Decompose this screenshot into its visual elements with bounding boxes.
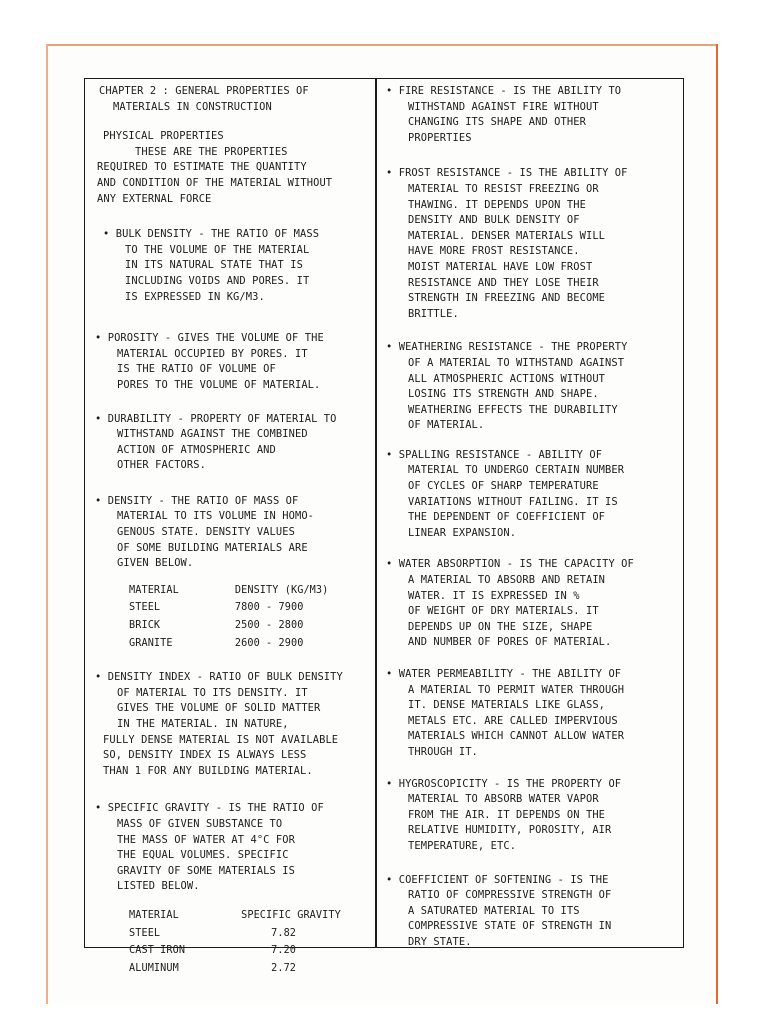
entry-fire-resistance	[386, 84, 678, 146]
entry-line: IT. DENSE MATERIALS LIKE GLASS,	[408, 699, 606, 712]
entry-line: SO, DENSITY INDEX IS ALWAYS LESS	[103, 749, 307, 762]
table-cell: STEEL	[129, 927, 161, 939]
chapter-title	[99, 84, 373, 115]
entry-heading: • SPALLING RESISTANCE - ABILITY OF	[386, 448, 603, 461]
entry-line: A SATURATED MATERIAL TO ITS	[408, 904, 580, 917]
description-line: AND CONDITION OF THE MATERIAL WITHOUT	[97, 176, 333, 189]
table-cell: STEEL	[129, 602, 161, 614]
entry-density	[95, 494, 373, 572]
left-column	[95, 84, 373, 977]
table-cell: ALUMINUM	[129, 962, 179, 974]
entry-line: OF CYCLES OF SHARP TEMPERATURE	[408, 480, 599, 493]
entry-line: FULLY DENSE MATERIAL IS NOT AVAILABLE	[103, 733, 339, 746]
entry-line: GENOUS STATE. DENSITY VALUES	[117, 526, 295, 539]
chapter-title-line: CHAPTER 2 : GENERAL PROPERTIES OF	[99, 85, 309, 97]
entry-heading: • DURABILITY - PROPERTY OF MATERIAL TO	[95, 412, 337, 425]
entry-line: INCLUDING VOIDS AND PORES. IT	[125, 274, 310, 287]
table-cell: 7.82	[271, 927, 297, 939]
entry-body	[386, 888, 678, 950]
entry-line: AND NUMBER OF PORES OF MATERIAL.	[408, 636, 612, 649]
entry-heading: • WATER PERMEABILITY - THE ABILITY OF	[386, 668, 622, 680]
entry-hygroscopicity	[386, 777, 678, 855]
entry-line: MATERIAL. DENSER MATERIALS WILL	[408, 229, 606, 242]
paper-top-edge	[46, 44, 718, 46]
entry-line: TO THE VOLUME OF THE MATERIAL	[125, 243, 310, 256]
table-header-cell: DENSITY (KG/M3)	[234, 584, 329, 596]
chapter-title-line: MATERIALS IN CONSTRUCTION	[113, 100, 272, 113]
entry-line: GIVES THE VOLUME OF SOLID MATTER	[117, 702, 321, 715]
entry-water-absorption	[386, 557, 678, 651]
entry-line: GRAVITY OF SOME MATERIALS IS	[117, 864, 295, 877]
entry-line: IN ITS NATURAL STATE THAT IS	[125, 259, 303, 272]
table-row	[129, 635, 328, 653]
table-cell: 2600 - 2900	[234, 637, 304, 649]
entry-line: FROM THE AIR. IT DEPENDS ON THE	[408, 808, 606, 821]
entry-body	[386, 100, 678, 147]
entry-body	[386, 356, 678, 434]
entry-line: THROUGH IT.	[408, 745, 478, 758]
entry-water-permeability	[386, 667, 678, 761]
entry-durability	[95, 412, 373, 474]
entry-line: MATERIAL TO ITS VOLUME IN HOMO-	[117, 510, 315, 523]
table-row	[129, 942, 341, 960]
table-header-cell: MATERIAL	[129, 909, 179, 921]
entry-line: CHANGING ITS SHAPE AND OTHER	[408, 116, 586, 129]
entry-body	[95, 686, 373, 780]
entry-line: WATER. IT IS EXPRESSED IN %	[408, 589, 580, 602]
entry-heading: • COEFFICIENT OF SOFTENING - IS THE	[386, 873, 609, 886]
entry-heading: • FIRE RESISTANCE - IS THE ABILITY TO	[386, 85, 622, 97]
table-cell: 7800 - 7900	[234, 602, 304, 614]
entry-line: OF MATERIAL.	[408, 419, 485, 432]
table-cell: 2.72	[271, 962, 297, 974]
entry-line: LOSING ITS STRENGTH AND SHAPE.	[408, 388, 599, 401]
entry-line: OF SOME BUILDING MATERIALS ARE	[117, 541, 308, 554]
entry-line: MATERIAL TO ABSORB WATER VAPOR	[408, 793, 599, 806]
entry-line: OTHER FACTORS.	[117, 459, 206, 472]
entry-line: THE EQUAL VOLUMES. SPECIFIC	[117, 849, 289, 862]
entry-body	[95, 427, 373, 474]
entry-line: PROPERTIES	[408, 131, 472, 144]
table-cell: 2500 - 2800	[234, 620, 304, 632]
physical-properties-section	[97, 129, 373, 207]
entry-heading: • FROST RESISTANCE - IS THE ABILITY OF	[386, 167, 628, 180]
entry-line: MATERIAL OCCUPIED BY PORES. IT	[117, 347, 308, 360]
entry-line: ACTION OF ATMOSPHERIC AND	[117, 443, 276, 456]
description-line: THESE ARE THE PROPERTIES	[135, 145, 288, 158]
entry-body	[386, 182, 678, 322]
right-column	[386, 84, 678, 951]
entry-heading: • WATER ABSORPTION - IS THE CAPACITY OF	[386, 558, 634, 571]
entry-line: THAWING. IT DEPENDS UPON THE	[408, 198, 586, 211]
entry-line: IS EXPRESSED IN KG/M3.	[125, 290, 265, 303]
entry-body	[95, 817, 373, 895]
entry-coefficient-of-softening	[386, 873, 678, 951]
entry-line: MASS OF GIVEN SUBSTANCE TO	[117, 817, 283, 830]
entry-body	[95, 347, 373, 394]
entry-body	[386, 573, 678, 651]
table-row	[129, 960, 341, 978]
entry-line: OF A MATERIAL TO WITHSTAND AGAINST	[408, 356, 625, 369]
column-divider	[375, 78, 377, 948]
table-cell: GRANITE	[129, 637, 173, 649]
entry-line: RESISTANCE AND THEY LOSE THEIR	[408, 276, 599, 289]
entry-line: THAN 1 FOR ANY BUILDING MATERIAL.	[103, 764, 313, 777]
entry-line: WITHSTAND AGAINST THE COMBINED	[117, 428, 308, 441]
entry-line: STRENGTH IN FREEZING AND BECOME	[408, 292, 606, 305]
entry-line: WITHSTAND AGAINST FIRE WITHOUT	[408, 100, 599, 113]
table-cell: CAST IRON	[129, 945, 186, 957]
entry-line: BRITTLE.	[408, 307, 459, 320]
description-line: ANY EXTERNAL FORCE	[97, 192, 212, 205]
entry-heading: • BULK DENSITY - THE RATIO OF MASS	[103, 228, 320, 241]
entry-line: TEMPERATURE, ETC.	[408, 839, 517, 852]
entry-line: IS THE RATIO OF VOLUME OF	[117, 363, 276, 376]
entry-porosity	[95, 331, 373, 393]
entry-line: WEATHERING EFFECTS THE DURABILITY	[408, 403, 618, 416]
table-cell: BRICK	[129, 620, 161, 632]
physical-properties-heading: PHYSICAL PROPERTIES	[103, 130, 224, 143]
entry-bulk-density	[103, 227, 373, 305]
entry-line: OF MATERIAL TO ITS DENSITY. IT	[117, 686, 308, 699]
entry-line: HAVE MORE FROST RESISTANCE.	[408, 245, 580, 258]
entry-line: METALS ETC. ARE CALLED IMPERVIOUS	[408, 714, 618, 727]
entry-line: A MATERIAL TO PERMIT WATER THROUGH	[408, 683, 625, 696]
entry-body	[386, 792, 678, 854]
entry-heading: • DENSITY - THE RATIO OF MASS OF	[95, 494, 299, 507]
entry-line: OF WEIGHT OF DRY MATERIALS. IT	[408, 605, 599, 618]
table-header-row	[129, 907, 341, 925]
entry-body	[386, 463, 678, 541]
entry-heading: • SPECIFIC GRAVITY - IS THE RATIO OF	[95, 802, 324, 815]
entry-frost-resistance	[386, 166, 678, 322]
entry-line: PORES TO THE VOLUME OF MATERIAL.	[117, 378, 321, 391]
table-row	[129, 617, 328, 635]
entry-line: DRY STATE.	[408, 935, 472, 948]
entry-body	[95, 509, 373, 571]
entry-line: MOIST MATERIAL HAVE LOW FROST	[408, 260, 593, 273]
table-row	[129, 925, 341, 943]
entry-heading: • WEATHERING RESISTANCE - THE PROPERTY	[386, 341, 628, 354]
entry-line: GIVEN BELOW.	[117, 557, 194, 570]
table-header-cell: SPECIFIC GRAVITY	[241, 909, 341, 921]
description-line: REQUIRED TO ESTIMATE THE QUANTITY	[97, 161, 307, 174]
entry-line: VARIATIONS WITHOUT FAILING. IT IS	[408, 495, 618, 508]
entry-line: COMPRESSIVE STATE OF STRENGTH IN	[408, 920, 612, 933]
entry-heading: • POROSITY - GIVES THE VOLUME OF THE	[95, 332, 324, 345]
entry-line: LISTED BELOW.	[117, 880, 200, 893]
paper-right-edge	[716, 44, 718, 1004]
entry-line: A MATERIAL TO ABSORB AND RETAIN	[408, 574, 606, 587]
entry-line: THE DEPENDENT OF COEFFICIENT OF	[408, 511, 606, 524]
entry-body	[386, 683, 678, 761]
entry-spalling-resistance	[386, 448, 678, 542]
entry-line: DENSITY AND BULK DENSITY OF	[408, 214, 580, 227]
entry-line: RELATIVE HUMIDITY, POROSITY, AIR	[408, 824, 612, 837]
table-cell: 7.20	[271, 945, 297, 957]
entry-weathering-resistance	[386, 340, 678, 434]
entry-heading: • HYGROSCOPICITY - IS THE PROPERTY OF	[386, 777, 622, 790]
table-row	[129, 599, 328, 617]
entry-line: THE MASS OF WATER AT 4°C FOR	[117, 833, 295, 846]
table-header-cell: MATERIAL	[129, 584, 179, 596]
specific-gravity-table	[129, 907, 341, 977]
physical-properties-description	[97, 145, 373, 207]
entry-line: MATERIAL TO UNDERGO CERTAIN NUMBER	[408, 464, 625, 477]
entry-line: RATIO OF COMPRESSIVE STRENGTH OF	[408, 889, 612, 902]
entry-line: DEPENDS UP ON THE SIZE, SHAPE	[408, 620, 593, 633]
entry-density-index	[95, 670, 373, 779]
density-table	[129, 582, 328, 652]
entry-line: MATERIAL TO RESIST FREEZING OR	[408, 182, 599, 195]
entry-heading: • DENSITY INDEX - RATIO OF BULK DENSITY	[95, 671, 343, 684]
entry-specific-gravity	[95, 801, 373, 895]
entry-body	[103, 243, 373, 305]
entry-line: MATERIALS WHICH CANNOT ALLOW WATER	[408, 730, 625, 743]
entry-line: IN THE MATERIAL. IN NATURE,	[117, 718, 289, 730]
entry-line: LINEAR EXPANSION.	[408, 526, 517, 539]
entry-line: ALL ATMOSPHERIC ACTIONS WITHOUT	[408, 372, 606, 385]
table-header-row	[129, 582, 328, 600]
paper-left-edge	[46, 44, 48, 1004]
